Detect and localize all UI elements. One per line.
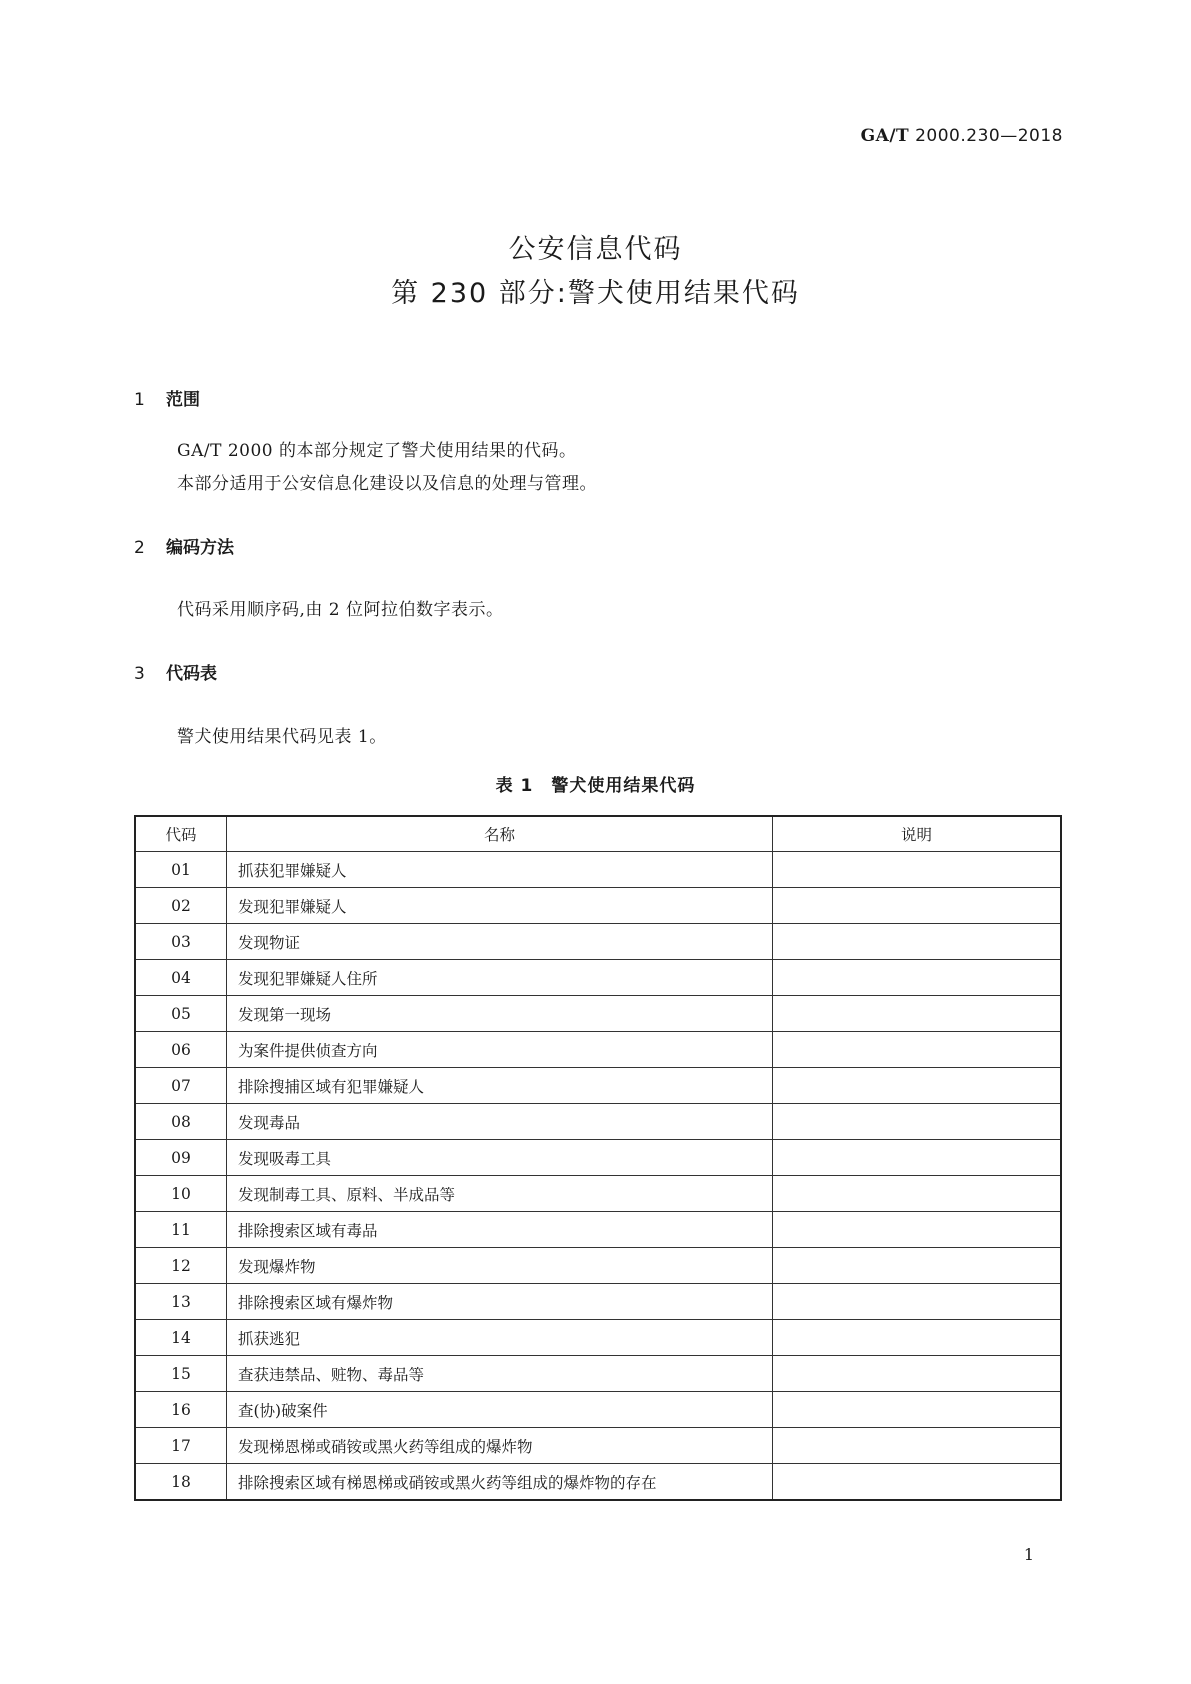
cell-note <box>773 888 1062 924</box>
cell-note <box>773 1176 1062 1212</box>
cell-name: 发现第一现场 <box>227 996 773 1032</box>
page-number: 1 <box>1023 1545 1034 1564</box>
cell-name: 抓获犯罪嫌疑人 <box>227 852 773 888</box>
cell-note <box>773 996 1062 1032</box>
table-row <box>135 1140 1061 1176</box>
section-title: 编码方法 <box>166 538 234 558</box>
section-heading-coding-method <box>134 533 234 558</box>
cell-name: 查获违禁品、赃物、毒品等 <box>227 1356 773 1392</box>
cell-name: 排除搜索区域有爆炸物 <box>227 1284 773 1320</box>
table-row <box>135 1248 1061 1284</box>
cell-note <box>773 924 1062 960</box>
cell-code: 18 <box>135 1464 227 1501</box>
cell-name: 查(协)破案件 <box>227 1392 773 1428</box>
cell-code: 08 <box>135 1104 227 1140</box>
cell-name: 发现制毒工具、原料、半成品等 <box>227 1176 773 1212</box>
cell-note <box>773 960 1062 996</box>
cell-name: 发现吸毒工具 <box>227 1140 773 1176</box>
table-row <box>135 1104 1061 1140</box>
cell-note <box>773 1212 1062 1248</box>
cell-name: 发现物证 <box>227 924 773 960</box>
cell-name: 为案件提供侦查方向 <box>227 1032 773 1068</box>
cell-name: 发现犯罪嫌疑人 <box>227 888 773 924</box>
section-number: 1 <box>134 390 145 410</box>
cell-code: 14 <box>135 1320 227 1356</box>
cell-code: 11 <box>135 1212 227 1248</box>
cell-name: 发现爆炸物 <box>227 1248 773 1284</box>
table-row <box>135 1428 1061 1464</box>
cell-name: 排除搜捕区域有犯罪嫌疑人 <box>227 1068 773 1104</box>
cell-note <box>773 1356 1062 1392</box>
table-header-row <box>135 816 1061 852</box>
cell-code: 02 <box>135 888 227 924</box>
table-body <box>135 852 1061 1501</box>
table-row <box>135 1392 1061 1428</box>
section-title: 代码表 <box>166 664 217 684</box>
cell-code: 12 <box>135 1248 227 1284</box>
standard-code: 2000.230—2018 <box>915 126 1063 146</box>
document-title: 公安信息代码 <box>508 234 683 265</box>
table-row <box>135 960 1061 996</box>
paragraph: 警犬使用结果代码见表 1。 <box>177 727 387 747</box>
section-title: 范围 <box>166 390 200 410</box>
table-row <box>135 1176 1061 1212</box>
cell-code: 04 <box>135 960 227 996</box>
cell-note <box>773 1140 1062 1176</box>
cell-code: 03 <box>135 924 227 960</box>
cell-code: 17 <box>135 1428 227 1464</box>
table-row <box>135 1032 1061 1068</box>
cell-code: 07 <box>135 1068 227 1104</box>
table-row <box>135 852 1061 888</box>
table-caption: 表 1 警犬使用结果代码 <box>495 776 696 796</box>
cell-code: 16 <box>135 1392 227 1428</box>
cell-code: 13 <box>135 1284 227 1320</box>
paragraph: GA/T 2000 的本部分规定了警犬使用结果的代码。 <box>177 441 577 461</box>
section-number: 2 <box>134 538 145 558</box>
cell-note <box>773 1104 1062 1140</box>
table-row <box>135 1356 1061 1392</box>
cell-note <box>773 1248 1062 1284</box>
table-row <box>135 924 1061 960</box>
table-row <box>135 1464 1061 1501</box>
document-subtitle: 第 230 部分:警犬使用结果代码 <box>391 278 800 309</box>
section-number: 3 <box>134 664 145 684</box>
standard-number <box>861 126 1063 146</box>
section-heading-scope <box>134 385 200 410</box>
cell-note <box>773 1284 1062 1320</box>
cell-note <box>773 852 1062 888</box>
table-row <box>135 1284 1061 1320</box>
cell-note <box>773 1428 1062 1464</box>
column-header-note: 说明 <box>773 816 1062 852</box>
cell-code: 01 <box>135 852 227 888</box>
cell-note <box>773 1032 1062 1068</box>
cell-code: 15 <box>135 1356 227 1392</box>
cell-name: 排除搜索区域有梯恩梯或硝铵或黑火药等组成的爆炸物的存在 <box>227 1464 773 1501</box>
cell-note <box>773 1320 1062 1356</box>
cell-code: 06 <box>135 1032 227 1068</box>
table-row <box>135 996 1061 1032</box>
paragraph: 本部分适用于公安信息化建设以及信息的处理与管理。 <box>177 474 597 494</box>
cell-name: 发现毒品 <box>227 1104 773 1140</box>
column-header-code: 代码 <box>135 816 227 852</box>
code-table <box>134 815 1062 1501</box>
standard-prefix: GA/T <box>860 126 910 146</box>
cell-note <box>773 1068 1062 1104</box>
cell-note <box>773 1464 1062 1501</box>
table-row <box>135 888 1061 924</box>
cell-code: 10 <box>135 1176 227 1212</box>
paragraph: 代码采用顺序码,由 2 位阿拉伯数字表示。 <box>177 600 504 620</box>
cell-name: 发现梯恩梯或硝铵或黑火药等组成的爆炸物 <box>227 1428 773 1464</box>
table-row <box>135 1320 1061 1356</box>
table-row <box>135 1212 1061 1248</box>
cell-note <box>773 1392 1062 1428</box>
cell-code: 09 <box>135 1140 227 1176</box>
cell-name: 抓获逃犯 <box>227 1320 773 1356</box>
cell-name: 排除搜索区域有毒品 <box>227 1212 773 1248</box>
cell-name: 发现犯罪嫌疑人住所 <box>227 960 773 996</box>
cell-code: 05 <box>135 996 227 1032</box>
section-heading-code-table <box>134 659 217 684</box>
column-header-name: 名称 <box>227 816 773 852</box>
table-row <box>135 1068 1061 1104</box>
